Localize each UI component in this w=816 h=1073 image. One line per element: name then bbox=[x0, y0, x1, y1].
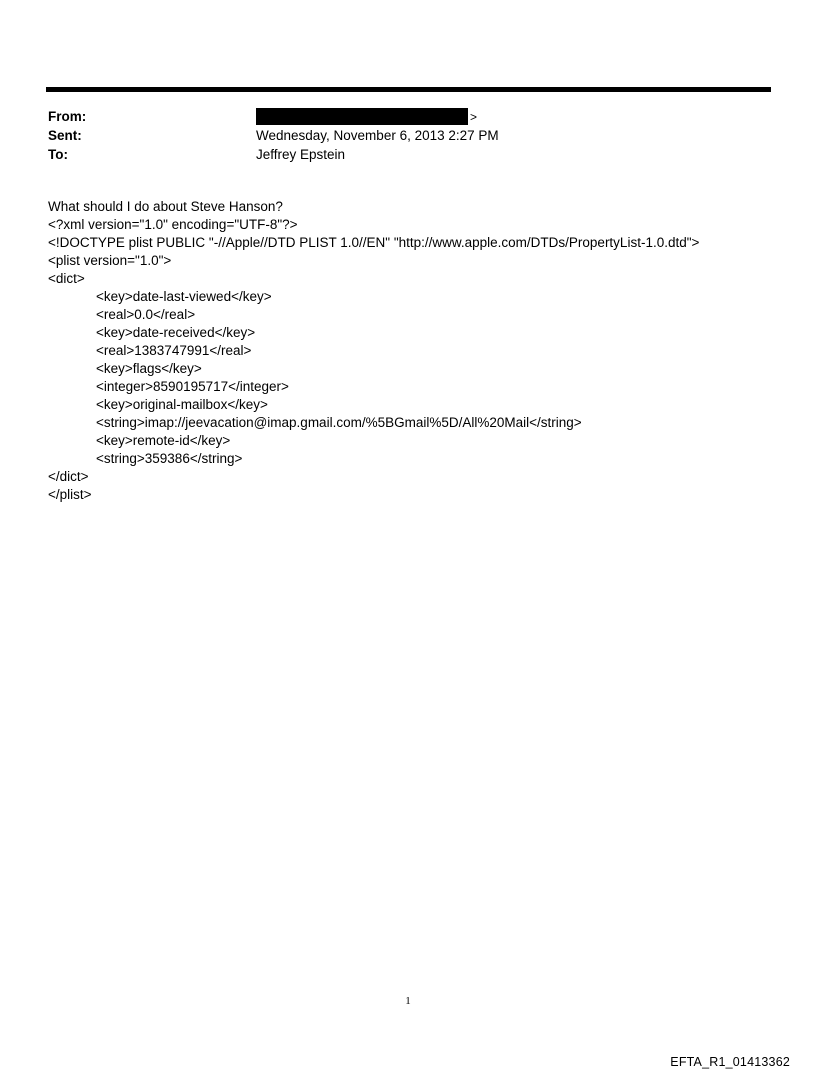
body-line: <key>date-last-viewed</key> bbox=[96, 289, 272, 304]
to-label: To: bbox=[48, 147, 68, 162]
sent-row bbox=[48, 126, 748, 145]
body-line: <real>1383747991</real> bbox=[96, 343, 252, 358]
body-line: </plist> bbox=[48, 487, 92, 502]
to-value: Jeffrey Epstein bbox=[256, 147, 346, 162]
body-line: <string>359386</string> bbox=[96, 451, 243, 466]
body-line: What should I do about Steve Hanson? bbox=[48, 199, 283, 214]
email-body bbox=[48, 198, 788, 504]
from-value-tail: > bbox=[470, 110, 478, 124]
body-line: <string>imap://jeevacation@imap.gmail.com/%5BGmail%5D/All%20Mail</string> bbox=[96, 415, 582, 430]
body-line: <key>original-mailbox</key> bbox=[96, 397, 268, 412]
body-line: <key>flags</key> bbox=[96, 361, 202, 376]
body-line: <dict> bbox=[48, 271, 85, 286]
from-value bbox=[256, 107, 477, 127]
body-line: <key>remote-id</key> bbox=[96, 433, 231, 448]
bates-number: EFTA_R1_01413362 bbox=[670, 1055, 790, 1069]
redaction-block bbox=[256, 108, 468, 125]
email-header bbox=[48, 107, 748, 164]
body-line: </dict> bbox=[48, 469, 89, 484]
from-label: From: bbox=[48, 109, 87, 124]
to-row bbox=[48, 145, 748, 164]
page-number: 1 bbox=[405, 995, 411, 1007]
header-rule bbox=[46, 87, 771, 92]
body-line: <key>date-received</key> bbox=[96, 325, 256, 340]
body-line: <real>0.0</real> bbox=[96, 307, 196, 322]
sent-value: Wednesday, November 6, 2013 2:27 PM bbox=[256, 128, 499, 143]
from-row bbox=[48, 107, 748, 126]
body-line: <integer>8590195717</integer> bbox=[96, 379, 289, 394]
body-line: <!DOCTYPE plist PUBLIC "-//Apple//DTD PLIST 1.0//EN" "http://www.apple.com/DTDs/PropertyList-1.0.dtd"> bbox=[48, 235, 700, 250]
body-line: <plist version="1.0"> bbox=[48, 253, 172, 268]
sent-label: Sent: bbox=[48, 128, 82, 143]
body-line: <?xml version="1.0" encoding="UTF-8"?> bbox=[48, 217, 298, 232]
